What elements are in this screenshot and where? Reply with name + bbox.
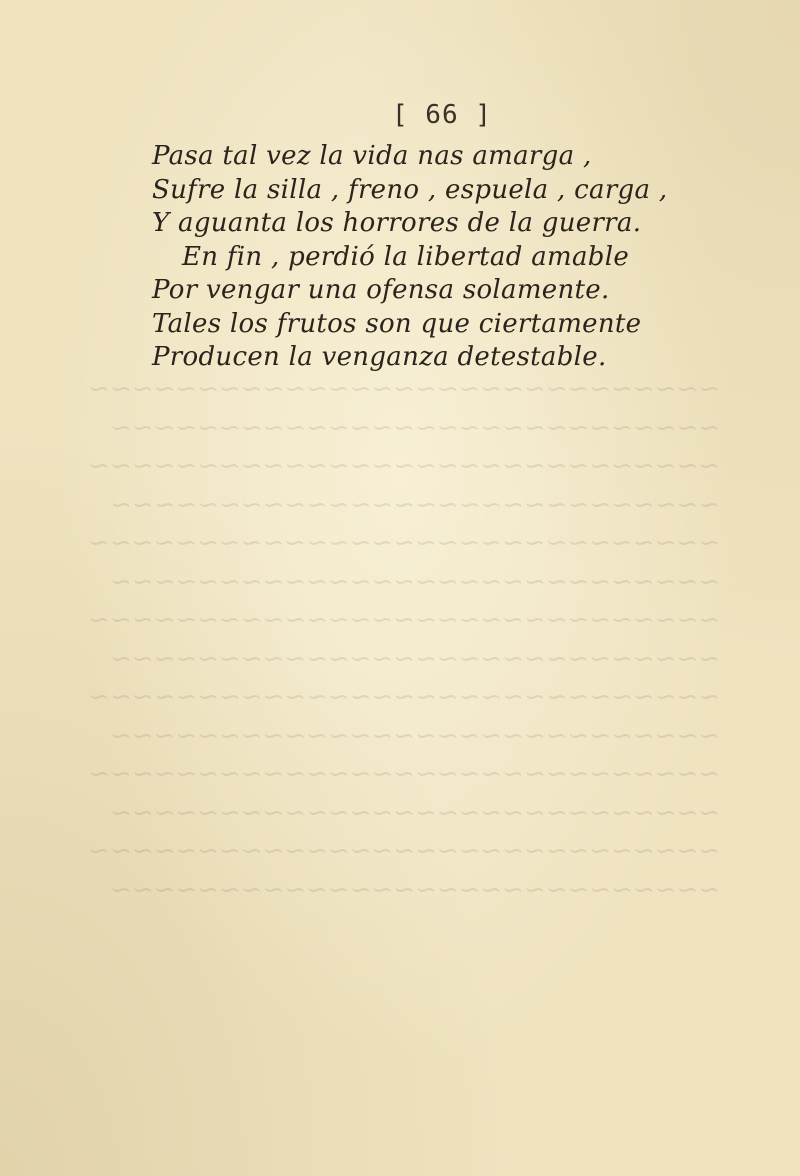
verse-line: Y aguanta los horrores de la guerra. [152,208,642,238]
page-number: [ 66 ] [392,100,492,130]
verse-line: Pasa tal vez la vida nas amarga , [152,141,592,171]
verse-line: Sufre la silla , freno , espuela , carga , [152,174,668,205]
verse-line: En fin , perdió la libertad amable [182,241,630,272]
poem-verse [152,140,712,375]
show-through-texture: ~~~~~~~~~~~~~~~~~~~~~~~~~~~~~ ~~~~~~~~~~~~~~~~~~~~~~~~~~~~ ~~~~~~~~~~~~~~~~~~~~~~~~~~~~~ ~~~~~~~~~~~~~~~~~~~~~~~~~~~~ ~~~~~~~~~~~~~~~~~~~~~~~~~~~~~ ~~~~~~~~~~~~~~~~~~~~~~~~~~~~ ~~~~~~~~~~~~~~~~~~~~~~~~~~~~~ ~~~~~~~~~~~~~~~~~~~~~~~~~~~~ ~~~~~~~~~~~~~~~~~~~~~~~~~~~~~ ~~~~~~~~~~~~~~~~~~~~~~~~~~~~ ~~~~~~~~~~~~~~~~~~~~~~~~~~~~~ ~~~~~~~~~~~~~~~~~~~~~~~~~~~~ ~~~~~~~~~~~~~~~~~~~~~~~~~~~~~ ~~~~~~~~~~~~~~~~~~~~~~~~~~~~ [88,374,720,905]
verse-line: Producen la venganza detestable. [152,342,607,372]
verse-line: Por vengar una ofensa solamente. [152,275,610,305]
verse-line: Tales los frutos son que ciertamente [152,308,642,339]
